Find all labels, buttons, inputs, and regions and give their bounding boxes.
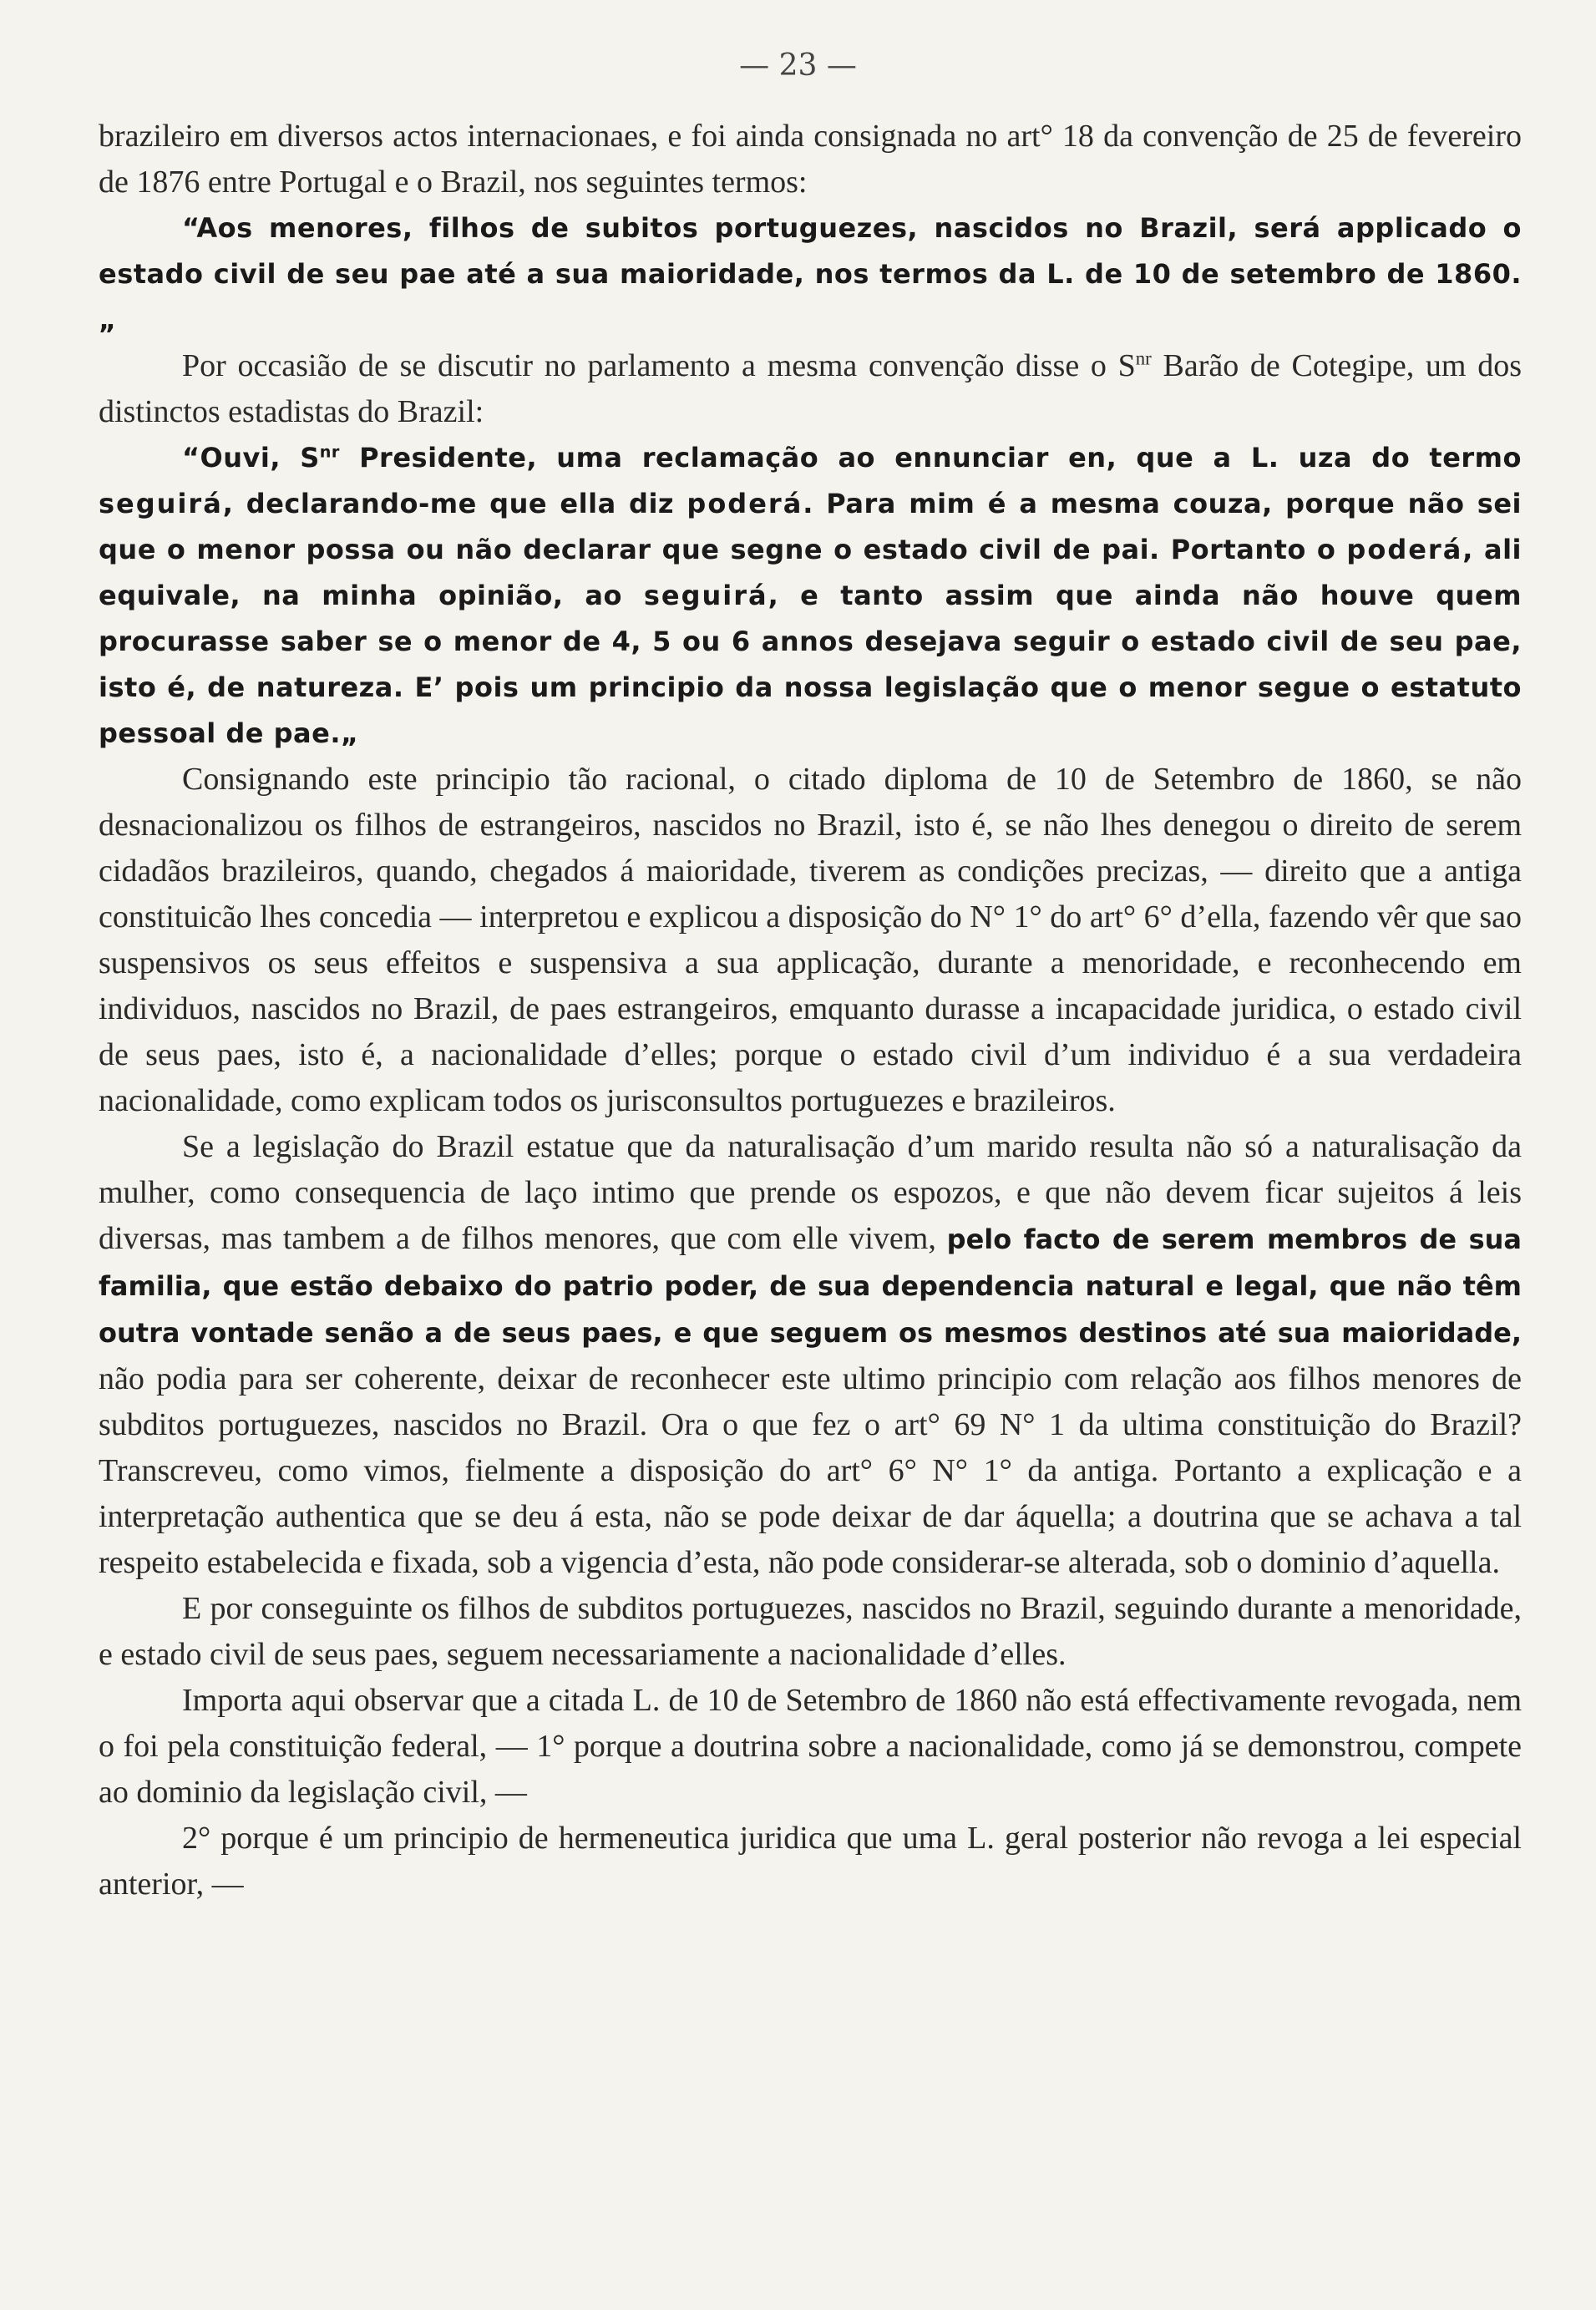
paragraph-importa: Importa aqui observar que a citada L. de 10 de Setembro de 1860 não está effectivamente revogada, nem o foi pela constituição federal, — 1° porque a doutrina sobre a nacionalidade, como já se demonstrou, compete ao dominio da legislação civil, — <box>99 1683 1522 1810</box>
paragraph-consignando: Consignando este principio tão racional, o citado diploma de 10 de Setembro de 1860, se não desnacionalizou os filhos de estrangeiros, nascidos no Brazil, isto é, se não lhes denegou o direito de serem cidadãos brazileiros, quando, chegados á maioridade, tiverem as condições precizas, — direito que a antiga constituicão lhes concedia — interpretou e explicou a disposição do N° 1° do art° 6° d’ella, fazendo vêr que sao suspensivos os seus effeitos e suspensiva a sua applicação, durante a menoridade, e reconhecendo em individuos, nascidos no Brazil, de paes estrangeiros, emquanto durasse a incapacidade juridica, o estado civil de seus paes, isto é, a nacionalidade d’elles; porque o estado civil d’um individuo é a sua verdadeira nacionalidade, como explicam todos os jurisconsultos portuguezes e brazileiros. <box>99 762 1522 1118</box>
page-number: — 23 — <box>739 48 857 83</box>
text-span: Barão de Cotegipe, um dos distinctos estadistas do Brazil: <box>99 348 1522 429</box>
paragraph-hermeneutica: 2° porque é um principio de hermeneutica juridica que uma L. geral posterior não revoga a lei especial anterior, — <box>99 1821 1522 1902</box>
text-span: , ali equivale, na minha opinião, ao <box>99 534 1523 611</box>
emphasis-word: poderá <box>1346 534 1463 565</box>
superscript: nr <box>1135 347 1152 369</box>
emphasis-word: seguirá <box>99 488 223 519</box>
text-span: , declarando-me que ella diz <box>222 488 687 519</box>
quotation-cotegipe <box>99 435 1522 757</box>
quotation-convention: “Aos menores, filhos de subitos portuguezes, nascidos no Brazil, será applicado o estado civil de seu pae até a sua maioridade, nos termos da L. de 10 de setembro de 1860.„ <box>99 212 1522 336</box>
emphasis-word: seguirá <box>643 580 768 611</box>
text-span: Por occasião de se discutir no parlamento a mesma convenção disse o S <box>182 348 1136 383</box>
text-span: não podia para ser coherente, deixar de reconhecer este ultimo principio com relação aos filhos menores de subditos portuguezes, nascidos no Brazil. Ora o que fez o art° 69 N° 1 da ultima constituição do Brazil? Transcreveu, como vimos, fielmente a disposição do art° 6° N° 1° da antiga. Portanto a explicação e a interpretação authentica que se deu á esta, não se pode deixar de dar áquella; a doutrina que se achava a tal respeito estabelecida e fixada, sob a vigencia d’esta, não pode considerar-se alterada, sob o dominio d’aquella. <box>99 1361 1522 1580</box>
paragraph-continuation: brazileiro em diversos actos internacionaes, e foi ainda consignada no art° 18 da convenção de 25 de fevereiro de 1876 entre Portugal e o Brazil, nos seguintes termos: <box>99 119 1522 200</box>
page-body <box>99 114 1522 1907</box>
emphasis-word: poderá <box>687 488 803 519</box>
text-span: Presidente, uma reclamação ao ennunciar en, que a L. uza do termo <box>339 442 1523 474</box>
bold-passage: pelo facto de serem membros de sua familia, que estão debaixo do patrio poder, de sua dependencia natural e legal, que não têm outra vontade senão a de seus paes, e que seguem os mesmos destinos até sua maioridade, <box>99 1223 1522 1349</box>
text-span: . Para mim é a mesma couza, porque não sei que o menor possa ou não declarar que segne o estado civil de pai. Portanto o <box>99 488 1523 565</box>
text-span: Se a legislação do Brazil estatue que da naturalisação d’um marido resulta não só a naturalisação da mulher, como consequencia de laço intimo que prende os espozos, e que não devem ficar sujeitos á leis diversas, mas tambem a de filhos menores, que com elle vivem, <box>99 1129 1522 1256</box>
paragraph-cotegipe <box>99 343 1522 435</box>
superscript: nr <box>319 442 340 462</box>
text-span: “Ouvi, S <box>182 442 320 474</box>
paragraph-legislacao <box>99 1124 1522 1586</box>
paragraph-conseguinte: E por conseguinte os filhos de subditos portuguezes, nascidos no Brazil, seguindo durante a menoridade, e estado civil de seus paes, seguem necessariamente a nacionalidade d’elles. <box>99 1591 1522 1672</box>
text-span: , e tanto assim que ainda não houve quem procurasse saber se o menor de 4, 5 ou 6 annos desejava seguir o estado civil de seu pae, isto é, de natureza. E’ pois um principio da nossa legislação que o menor segue o estatuto pessoal de pae.„ <box>99 580 1523 749</box>
